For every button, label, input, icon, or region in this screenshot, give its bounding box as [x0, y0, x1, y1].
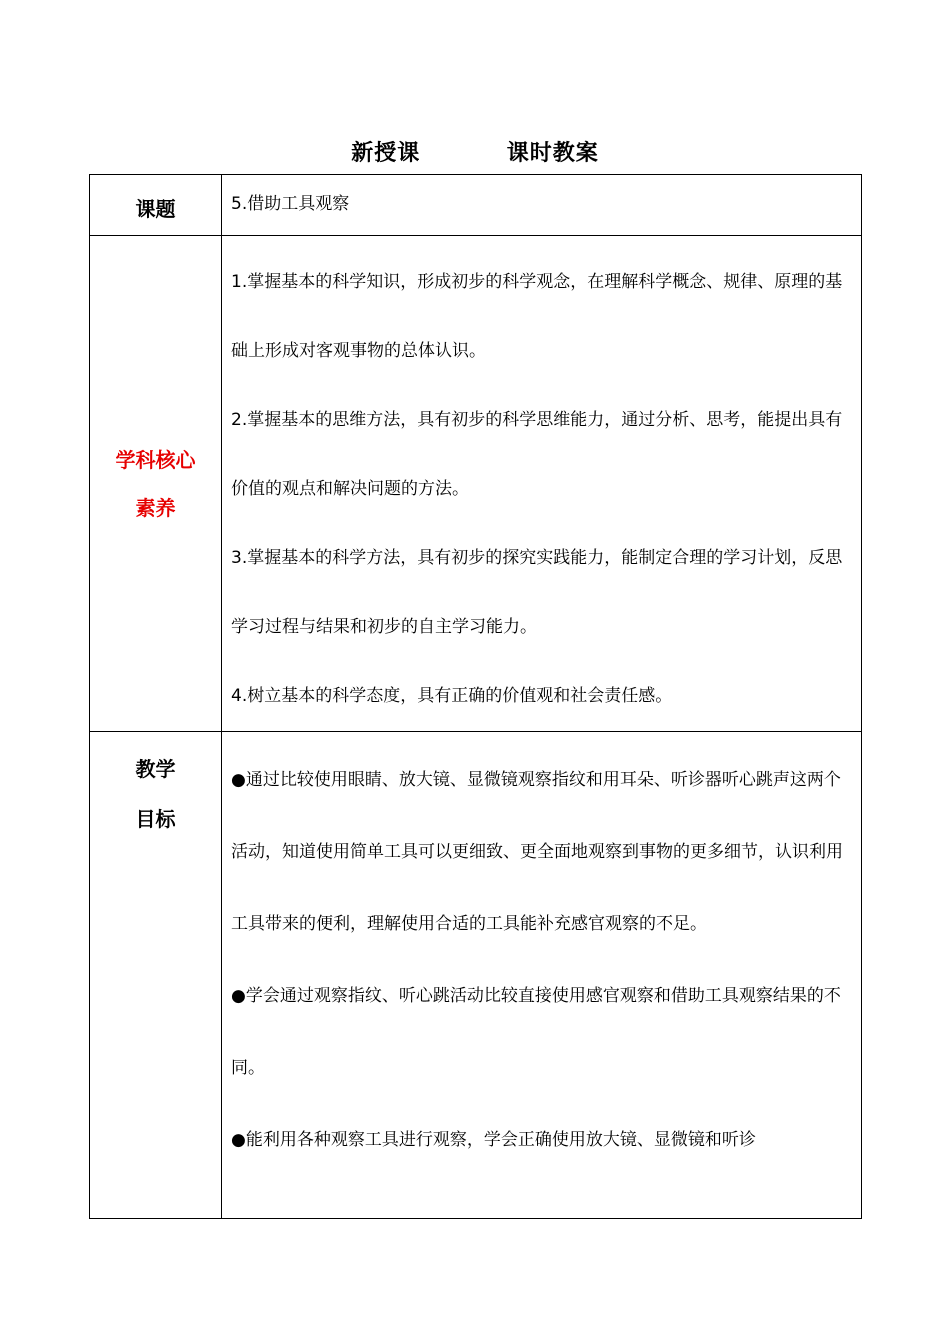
topic-row: [90, 175, 862, 236]
lesson-plan-table: [89, 174, 862, 1219]
literacy-item-1: 1.掌握基本的科学知识，形成初步的科学观念，在理解科学概念、规律、原理的基础上形成对客观事物的总体认识。: [231, 272, 843, 361]
goal-item-2: ●学会通过观察指纹、听心跳活动比较直接使用感官观察和借助工具观察结果的不同。: [231, 986, 841, 1078]
goal-item-3: ●能利用各种观察工具进行观察，学会正确使用放大镜、显微镜和听诊: [231, 1130, 756, 1150]
core-literacy-row: [90, 236, 862, 732]
core-literacy-content: [222, 236, 862, 732]
topic-label: 课题: [90, 175, 222, 236]
teaching-goals-label-line2: 目标: [135, 807, 176, 831]
goal-item-1: ●通过比较使用眼睛、放大镜、显微镜观察指纹和用耳朵、听诊器听心跳声这两个活动，知道使用简单工具可以更细致、更全面地观察到事物的更多细节，认识利用工具带来的便利，理解使用合适的工具能补充感官观察的不足。: [231, 770, 843, 934]
core-literacy-label-line2: 素养: [135, 495, 176, 520]
document-title: 新授课 课时教案: [351, 141, 599, 166]
teaching-goals-label-line1: 教学: [135, 757, 176, 781]
teaching-goals-content: [222, 732, 862, 1219]
teaching-goals-label: [90, 732, 222, 1219]
literacy-item-2: 2.掌握基本的思维方法，具有初步的科学思维能力，通过分析、思考，能提出具有价值的观点和解决问题的方法。: [231, 410, 843, 499]
topic-value: 5.借助工具观察: [222, 175, 862, 236]
teaching-goals-row: [90, 732, 862, 1219]
literacy-item-4: 4.树立基本的科学态度，具有正确的价值观和社会责任感。: [231, 686, 673, 706]
core-literacy-label: [90, 236, 222, 732]
core-literacy-label-line1: 学科核心: [115, 447, 196, 472]
literacy-item-3: 3.掌握基本的科学方法，具有初步的探究实践能力，能制定合理的学习计划，反思学习过程与结果和初步的自主学习能力。: [231, 548, 843, 637]
